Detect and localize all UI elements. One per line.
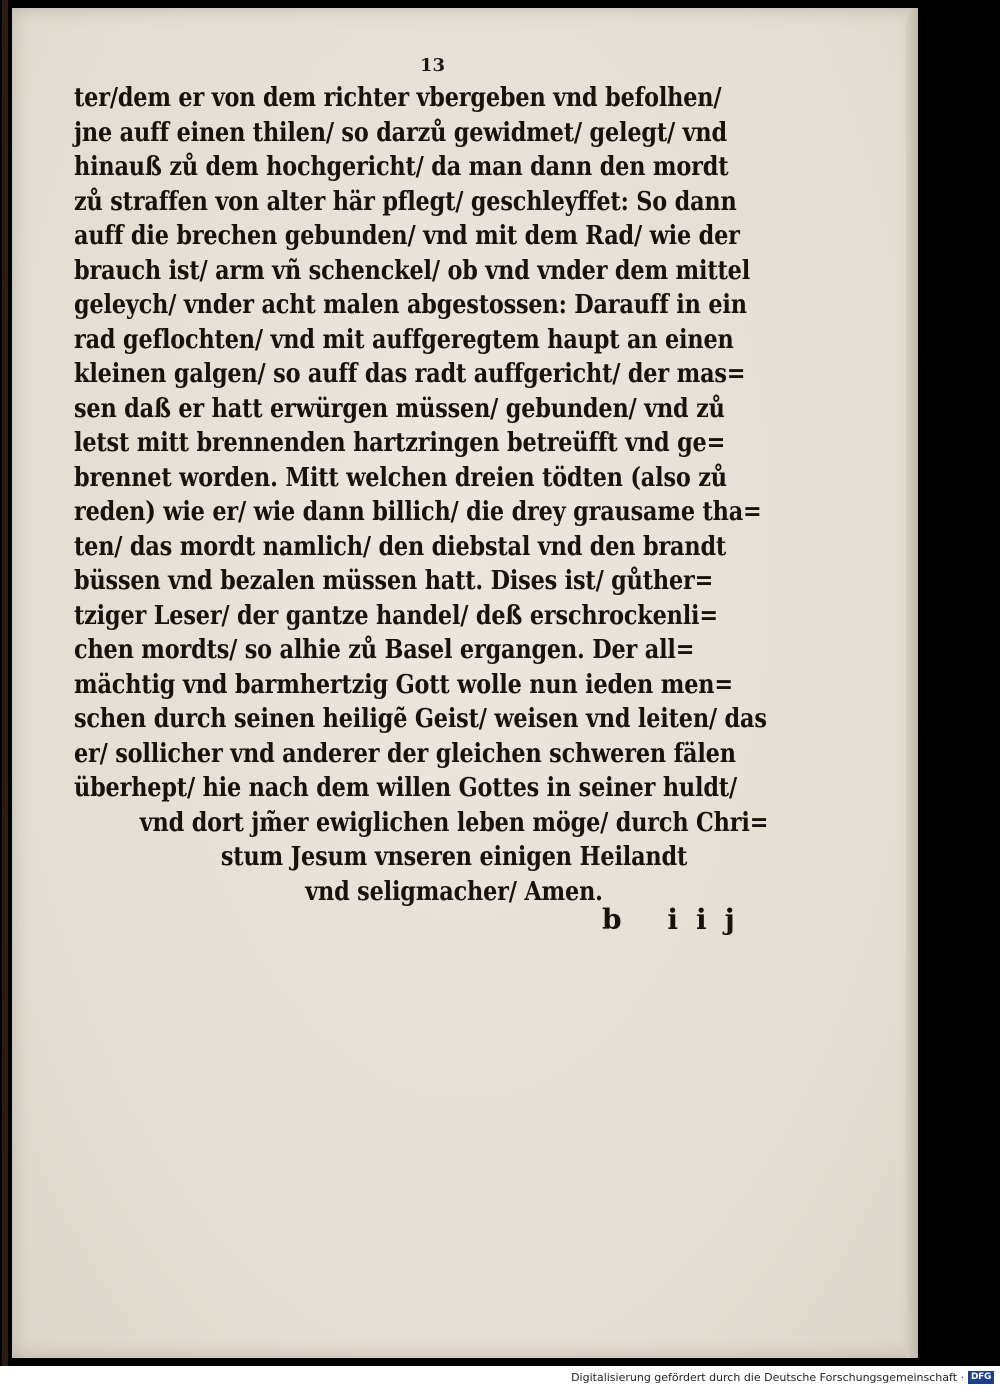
text-line-11: letst mitt brennenden hartzringen betreüfft vnd ge= xyxy=(74,428,726,458)
text-line-22: vnd dort jm̃er ewiglichen leben möge/ durch Chri= xyxy=(139,807,769,838)
text-line-13: reden) wie er/ wie dann billich/ die drey grausame tha= xyxy=(74,497,762,527)
text-line-19: schen durch seinen heiligẽ Geist/ weisen vnd leiten/ das xyxy=(74,704,767,734)
text-line-12: brennet worden. Mitt welchen dreien tödten (also zů xyxy=(74,462,727,493)
text-line-18: mächtig vnd barmhertzig Gott wolle nun ieden men= xyxy=(74,669,733,700)
text-line-20: er/ sollicher vnd anderer der gleichen schweren fälen xyxy=(74,738,736,769)
text-line-4: zů straffen von alter här pflegt/ geschleyffet: So dann xyxy=(74,186,737,217)
text-line-8: rad geflochten/ vnd mit auffgeregtem haupt an einen xyxy=(74,324,734,355)
text-line-7: geleych/ vnder acht malen abgestossen: Darauff in ein xyxy=(74,290,747,320)
text-line-16: tziger Leser/ der gantze handel/ deß erschrockenli= xyxy=(74,600,718,631)
text-line-2: jne auff einen thilen/ so darzů gewidmet/ gelegt/ vnd xyxy=(74,117,727,148)
book-page xyxy=(12,8,918,1358)
funding-credit: Digitalisierung gefördert durch die Deutsche Forschungsgemeinschaft · xyxy=(571,1371,964,1384)
text-block xyxy=(74,81,834,909)
text-line-6: brauch ist/ arm vñ schenckel/ ob vnd vnder dem mittel xyxy=(74,255,751,286)
signature-mark: b iij xyxy=(602,903,753,936)
text-line-21: überhept/ hie nach dem willen Gottes in seiner huldt/ xyxy=(74,773,737,803)
text-line-10: sen daß er hatt erwürgen müssen/ gebunden/ vnd zů xyxy=(74,393,725,424)
text-line-15: büssen vnd bezalen müssen hatt. Dises ist/ gůther= xyxy=(74,566,714,596)
text-line-3: hinauß zů dem hochgericht/ da man dann den mordt xyxy=(74,152,729,182)
text-line-17: chen mordts/ so alhie zů Basel ergangen. Der all= xyxy=(74,635,695,665)
text-line-5: auff die brechen gebunden/ vnd mit dem Rad/ wie der xyxy=(74,221,740,251)
dfg-logo-icon: DFG xyxy=(968,1371,994,1384)
text-line-14: ten/ das mordt namlich/ den diebstal vnd den brandt xyxy=(74,531,727,562)
text-line-24: vnd seligmacher/ Amen. xyxy=(305,876,603,907)
text-line-9: kleinen galgen/ so auff das radt auffgericht/ der mas= xyxy=(74,359,746,389)
footer-bar xyxy=(0,1366,1000,1391)
folio-number: 13 xyxy=(420,55,446,76)
page-gutter xyxy=(906,8,918,1358)
scan-edge xyxy=(2,0,8,1366)
text-line-1: ter/dem er von dem richter vbergeben vnd befolhen/ xyxy=(74,83,722,113)
text-line-23: stum Jesum vnseren einigen Heilandt xyxy=(220,842,688,872)
